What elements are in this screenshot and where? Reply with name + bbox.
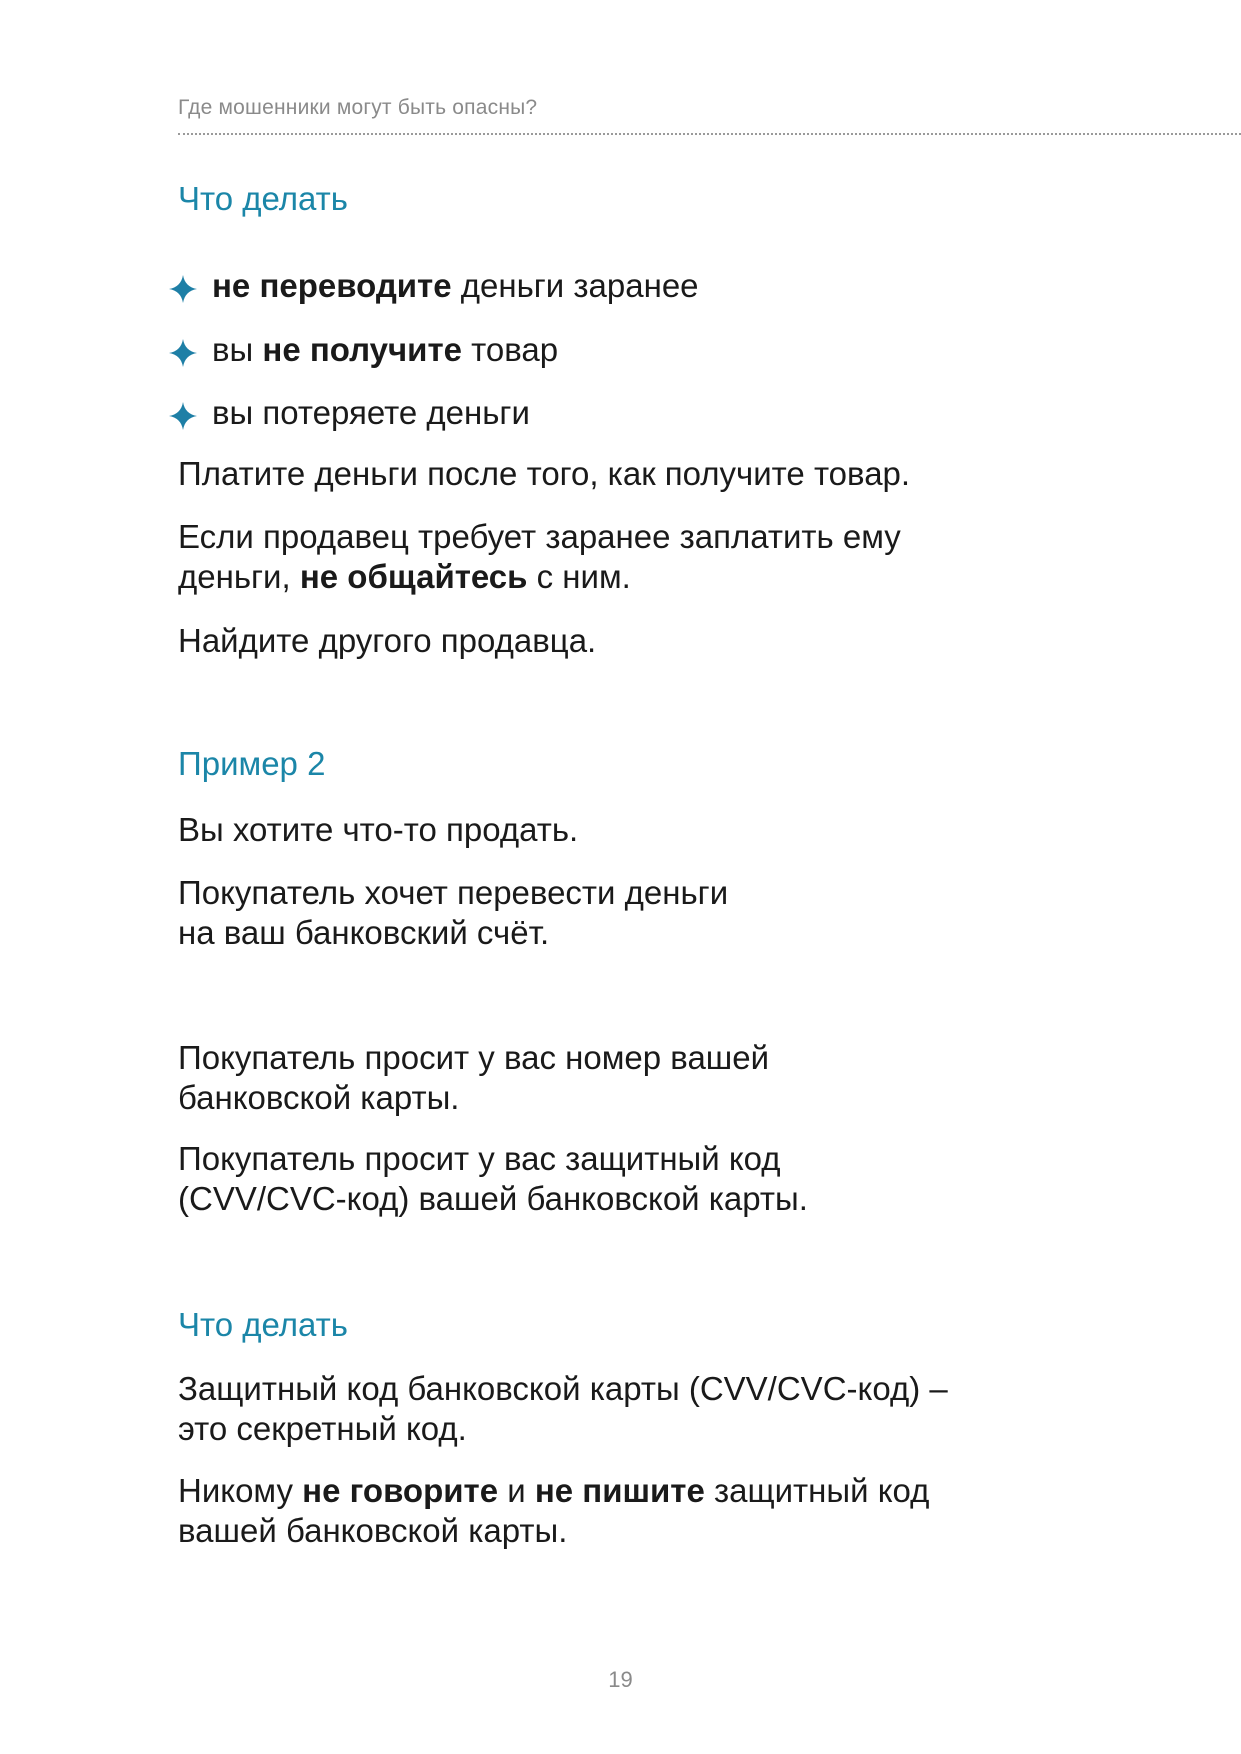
paragraph: Никому не говорите и не пишите защитный код вашей банковской карты. — [178, 1472, 930, 1549]
page-number: 19 — [608, 1667, 633, 1692]
section1-heading: Что делать — [178, 180, 348, 217]
bullet-item — [168, 393, 530, 433]
bullet-text: вы не получите товар — [212, 331, 559, 368]
paragraph: Покупатель просит у вас защитный код (CVV/CVC-код) вашей банковской карты. — [178, 1140, 808, 1217]
section2-heading: Пример 2 — [178, 745, 326, 782]
bullet-item — [168, 266, 699, 306]
bullet-item — [168, 330, 558, 370]
paragraph: Платите деньги после того, как получите товар. — [178, 455, 911, 492]
paragraph: Найдите другого продавца. — [178, 622, 597, 659]
four-point-star-icon — [168, 338, 198, 368]
four-point-star-icon — [168, 401, 198, 431]
header-title: Где мошенники могут быть опасны? — [178, 96, 538, 119]
paragraph: Покупатель просит у вас номер вашей банковской карты. — [178, 1039, 770, 1116]
paragraph: Защитный код банковской карты (CVV/CVC-код) – это секретный код. — [178, 1370, 948, 1447]
bullet-text: вы потеряете деньги — [212, 394, 530, 431]
section3-heading: Что делать — [178, 1306, 348, 1343]
bullet-text: не переводите деньги заранее — [212, 267, 699, 304]
paragraph: Вы хотите что-то продать. — [178, 811, 579, 848]
header-dotted-divider — [178, 133, 1241, 135]
paragraph: Покупатель хочет перевести деньги на ваш банковский счёт. — [178, 874, 729, 951]
paragraph: Если продавец требует заранее заплатить ему деньги, не общайтесь с ним. — [178, 518, 901, 595]
four-point-star-icon — [168, 274, 198, 304]
